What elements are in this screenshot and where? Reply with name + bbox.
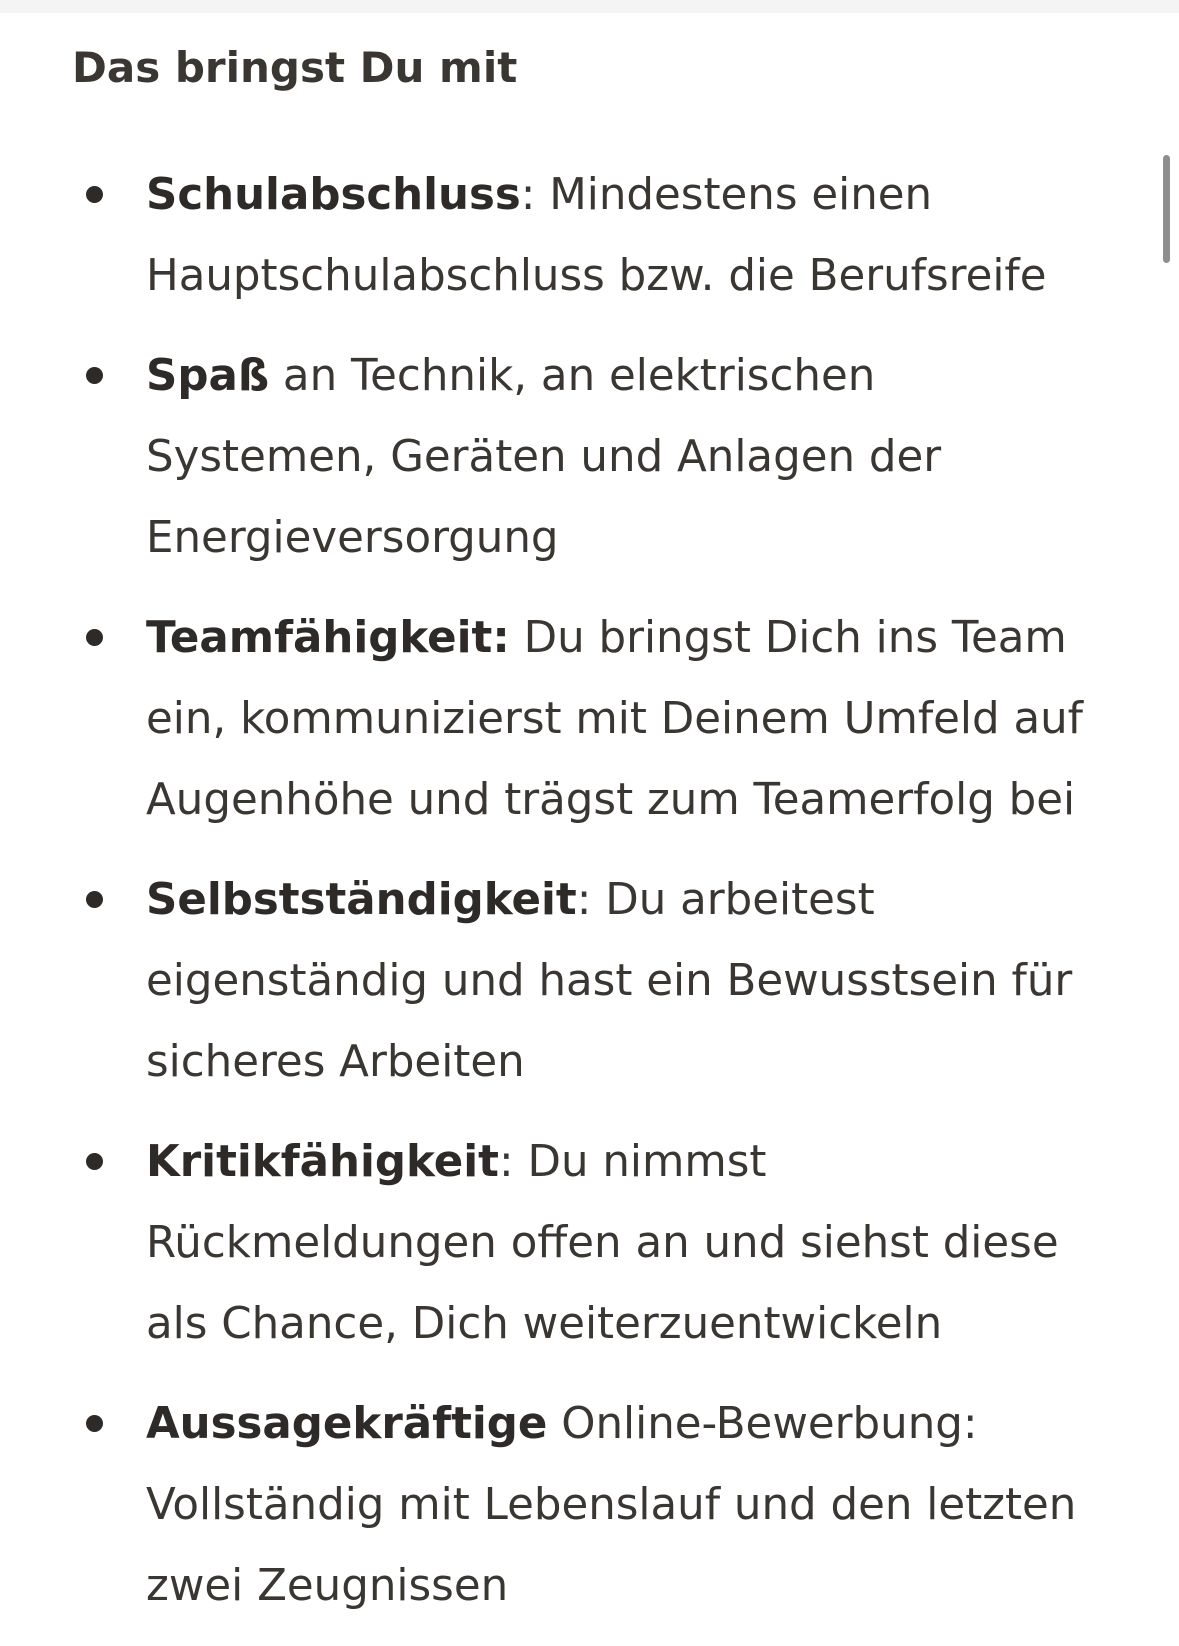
requirement-text: : Du arbeitest eigenständig und hast ein Bewusstsein für sicheres Arbeiten [146, 875, 1073, 1087]
bullet-icon [86, 1153, 103, 1170]
list-item-kritikfaehigkeit [72, 1122, 1112, 1365]
requirement-keyword: Selbstständigkeit [146, 875, 577, 925]
requirement-keyword: Teamfähigkeit: [146, 613, 510, 663]
list-item-spass [72, 336, 1112, 579]
scrollbar-thumb[interactable] [1163, 155, 1170, 263]
bullet-icon [86, 367, 103, 384]
requirement-keyword: Schulabschluss [146, 170, 521, 220]
requirement-keyword: Aussagekräftige [146, 1399, 548, 1449]
requirement-text: Du bringst Dich ins Team ein, kommunizierst mit Deinem Umfeld auf Augenhöhe und trägst zum Teamerfolg bei [146, 613, 1083, 825]
list-item-selbststaendigkeit [72, 860, 1112, 1103]
requirement-text: an Technik, an elektrischen Systemen, Geräten und Anlagen der Energieversorgung [146, 351, 942, 563]
scrollbar[interactable] [1155, 13, 1179, 1624]
bullet-icon [86, 629, 103, 646]
section-title: Das bringst Du mit [72, 43, 518, 92]
bullet-icon [86, 891, 103, 908]
list-item-schulabschluss [72, 155, 1112, 317]
requirement-keyword: Kritikfähigkeit [146, 1137, 499, 1187]
requirement-text: : Du nimmst Rückmeldungen offen an und siehst diese als Chance, Dich weiterzuentwickeln [146, 1137, 1059, 1349]
requirement-text: : Mindestens einen Hauptschulabschluss bzw. die Berufsreife [146, 170, 1047, 301]
bullet-icon [86, 186, 103, 203]
top-strip [0, 0, 1179, 13]
requirements-list [72, 155, 1112, 1646]
list-item-teamfaehigkeit [72, 598, 1112, 841]
requirement-keyword: Spaß [146, 351, 270, 401]
bullet-icon [86, 1415, 103, 1432]
requirement-text: Online-Bewerbung: Vollständig mit Lebenslauf und den letzten zwei Zeugnissen [146, 1399, 1077, 1611]
list-item-bewerbung [72, 1384, 1112, 1627]
